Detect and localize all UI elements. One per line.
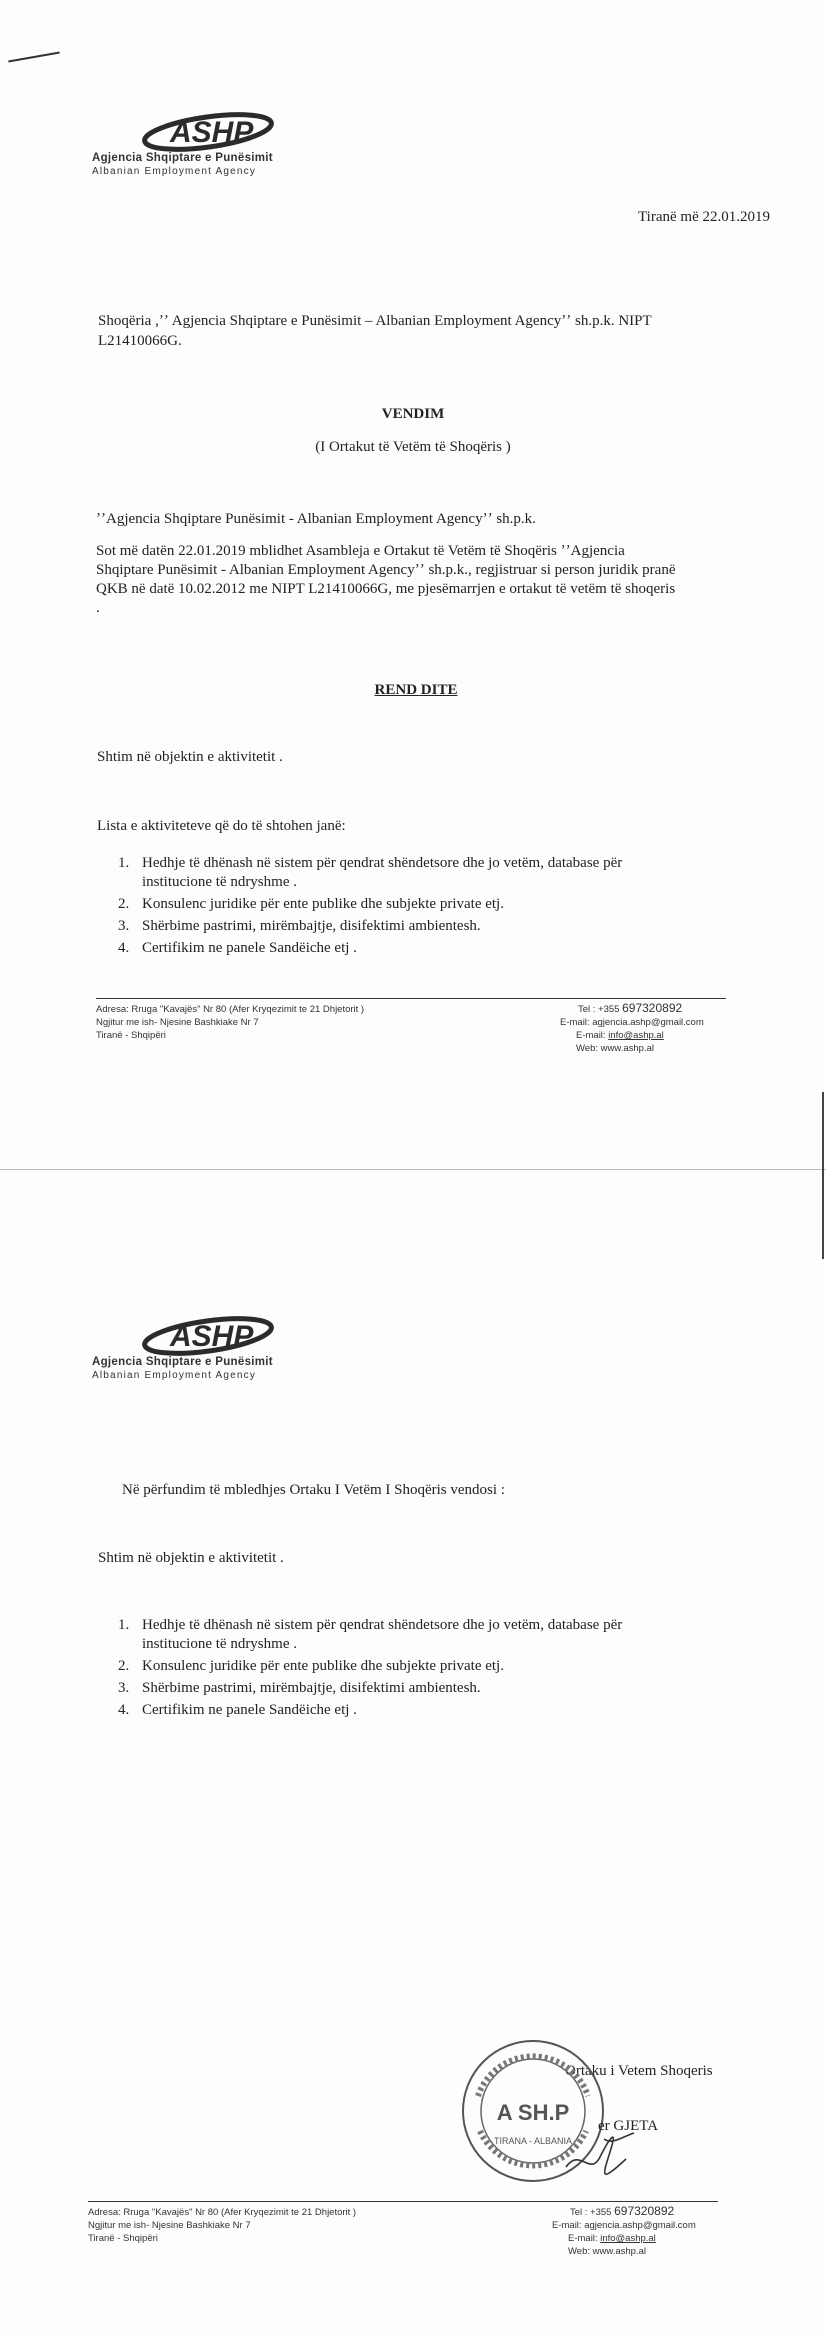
list-item: [118, 854, 622, 892]
list-item-text: Hedhje të dhënash në sistem për qendrat shëndetsore dhe jo vetëm, database për: [142, 855, 623, 871]
footer-web[interactable]: Web: www.ashp.al: [568, 2246, 646, 2257]
document-subtitle: (I Ortakut të Vetëm të Shoqëris ): [315, 439, 511, 455]
list-item-text: Konsulenc juridike për ente publike dhe subjekte private etj.: [142, 1658, 504, 1674]
paragraph-line-2: Shqiptare Punësimit - Albanian Employment Agencyʼʼ sh.p.k., regjistruar si person juridik pranë: [96, 562, 676, 578]
paragraph-line-1: Sot më datën 22.01.2019 mblidhet Asambleja e Ortakut të Vetëm të Shoqëris ʼʼAgjencia: [96, 543, 625, 559]
list-item-text: Certifikim ne panele Sandëiche etj .: [142, 1702, 357, 1718]
footer-email-2-label: E-mail:: [576, 1030, 606, 1041]
signatory-title: Ortaku i Vetem Shoqeris: [565, 2063, 713, 2079]
footer-address-line-3: Tiranë - Shqipëri: [96, 1030, 166, 1041]
footer-address-line-2: Ngjitur me ish- Njesine Bashkiake Nr 7: [88, 2220, 251, 2231]
list-item-number: 1.: [118, 855, 130, 871]
scan-edge: [822, 1169, 824, 1259]
logo-mark-text: ASHP: [170, 116, 254, 149]
list-item: [118, 1701, 622, 1720]
agenda-item: Shtim në objektin e aktivitetit .: [97, 749, 283, 765]
list-item: [118, 939, 622, 958]
list-item-text: Shërbime pastrimi, mirëmbajtje, disifektimi ambientesh.: [142, 918, 481, 934]
date-line: Tiranë më 22.01.2019: [638, 209, 770, 225]
agenda-item: Shtim në objektin e aktivitetit .: [98, 1550, 284, 1566]
agenda-title: REND DITE: [374, 682, 458, 698]
footer-rule: [96, 998, 726, 999]
logo-mark-text: ASHP: [170, 1320, 254, 1353]
footer-tel-number: 697320892: [614, 2204, 675, 2218]
footer-contact: [560, 1002, 704, 1055]
page-separator: [0, 1169, 826, 1170]
list-item-number: 1.: [118, 1617, 130, 1633]
ashp-logo: [92, 1312, 332, 1388]
list-item: [118, 1679, 622, 1698]
activity-list: [118, 854, 622, 961]
footer-email-2[interactable]: info@ashp.al: [608, 1030, 664, 1041]
footer-address-line-3: Tiranë - Shqipëri: [88, 2233, 158, 2244]
list-item: [118, 1657, 622, 1676]
company-reference: ʼʼAgjencia Shqiptare Punësimit - Albanian Employment Agencyʼʼ sh.p.k.: [96, 511, 536, 527]
logo-name: Agjencia Shqiptare e Punësimit: [92, 1356, 273, 1368]
footer-tel-label: Tel : +355: [570, 2207, 612, 2218]
footer-address: [96, 1003, 364, 1042]
list-item-number: 2.: [118, 1658, 130, 1674]
list-item-number: 3.: [118, 918, 130, 934]
company-line-1: Shoqëria ,ʼʼ Agjencia Shqiptare e Punësimit – Albanian Employment Agencyʼʼ sh.p.k. NIPT: [98, 313, 652, 329]
footer-email-2[interactable]: info@ashp.al: [600, 2233, 656, 2244]
footer-address: [88, 2206, 356, 2245]
paragraph-line-3: QKB në datë 10.02.2012 me NIPT L21410066G, me pjesëmarrjen e ortakut të vetëm të shoqeris: [96, 581, 676, 597]
list-item-number: 4.: [118, 1702, 130, 1718]
handwritten-signature: [560, 2117, 640, 2187]
footer-contact: [552, 2205, 696, 2258]
list-item-text: Shërbime pastrimi, mirëmbajtje, disifektimi ambientesh.: [142, 1680, 481, 1696]
ashp-logo-mark: [130, 108, 280, 154]
list-item-number: 3.: [118, 1680, 130, 1696]
footer-address-line-1: Adresa: Rruga "Kavajës" Nr 80 (Afer Kryqezimit te 21 Dhjetorit ): [96, 1004, 365, 1015]
footer-rule: [88, 2201, 718, 2202]
stamp-bottom-text: TIRANA - ALBANIA: [493, 2136, 573, 2146]
scan-mark: [8, 52, 60, 63]
list-intro: Lista e aktiviteteve që do të shtohen janë:: [97, 818, 346, 834]
logo-subtitle: Albanian Employment Agency: [92, 1370, 257, 1381]
document-page-2: [0, 1169, 826, 2338]
paragraph-line-4: .: [96, 600, 100, 616]
footer-address-line-2: Ngjitur me ish- Njesine Bashkiake Nr 7: [96, 1017, 259, 1028]
ashp-logo: [92, 108, 332, 184]
list-item: [118, 1616, 622, 1654]
list-item-number: 2.: [118, 896, 130, 912]
stamp-center-text: A SH.P: [496, 2100, 570, 2125]
list-item-number: 4.: [118, 940, 130, 956]
list-item-text-cont: institucione të ndryshme .: [142, 874, 297, 890]
activity-list: [118, 1616, 622, 1723]
footer-address-line-1: Adresa: Rruga "Kavajës" Nr 80 (Afer Kryqezimit te 21 Dhjetorit ): [88, 2207, 357, 2218]
scan-edge: [822, 1092, 824, 1169]
footer-email-1[interactable]: E-mail: agjencia.ashp@gmail.com: [552, 2220, 696, 2231]
footer-tel-number: 697320892: [622, 1001, 683, 1015]
conclusion-line: Në përfundim të mbledhjes Ortaku I Vetëm I Shoqëris vendosi :: [122, 1482, 505, 1498]
footer-tel-label: Tel : +355: [578, 1004, 620, 1015]
company-line-2: L21410066G.: [98, 333, 182, 349]
list-item-text: Certifikim ne panele Sandëiche etj .: [142, 940, 357, 956]
logo-name: Agjencia Shqiptare e Punësimit: [92, 152, 273, 164]
footer-web[interactable]: Web: www.ashp.al: [576, 1043, 654, 1054]
ashp-logo-mark: [130, 1312, 280, 1358]
signatory-name: er GJETA: [598, 2118, 659, 2134]
logo-subtitle: Albanian Employment Agency: [92, 166, 257, 177]
list-item-text-cont: institucione të ndryshme .: [142, 1636, 297, 1652]
document-title: VENDIM: [381, 406, 445, 422]
list-item-text: Konsulenc juridike për ente publike dhe subjekte private etj.: [142, 896, 504, 912]
list-item: [118, 895, 622, 914]
list-item: [118, 917, 622, 936]
footer-email-2-label: E-mail:: [568, 2233, 598, 2244]
footer-email-1[interactable]: E-mail: agjencia.ashp@gmail.com: [560, 1017, 704, 1028]
list-item-text: Hedhje të dhënash në sistem për qendrat shëndetsore dhe jo vetëm, database për: [142, 1617, 623, 1633]
